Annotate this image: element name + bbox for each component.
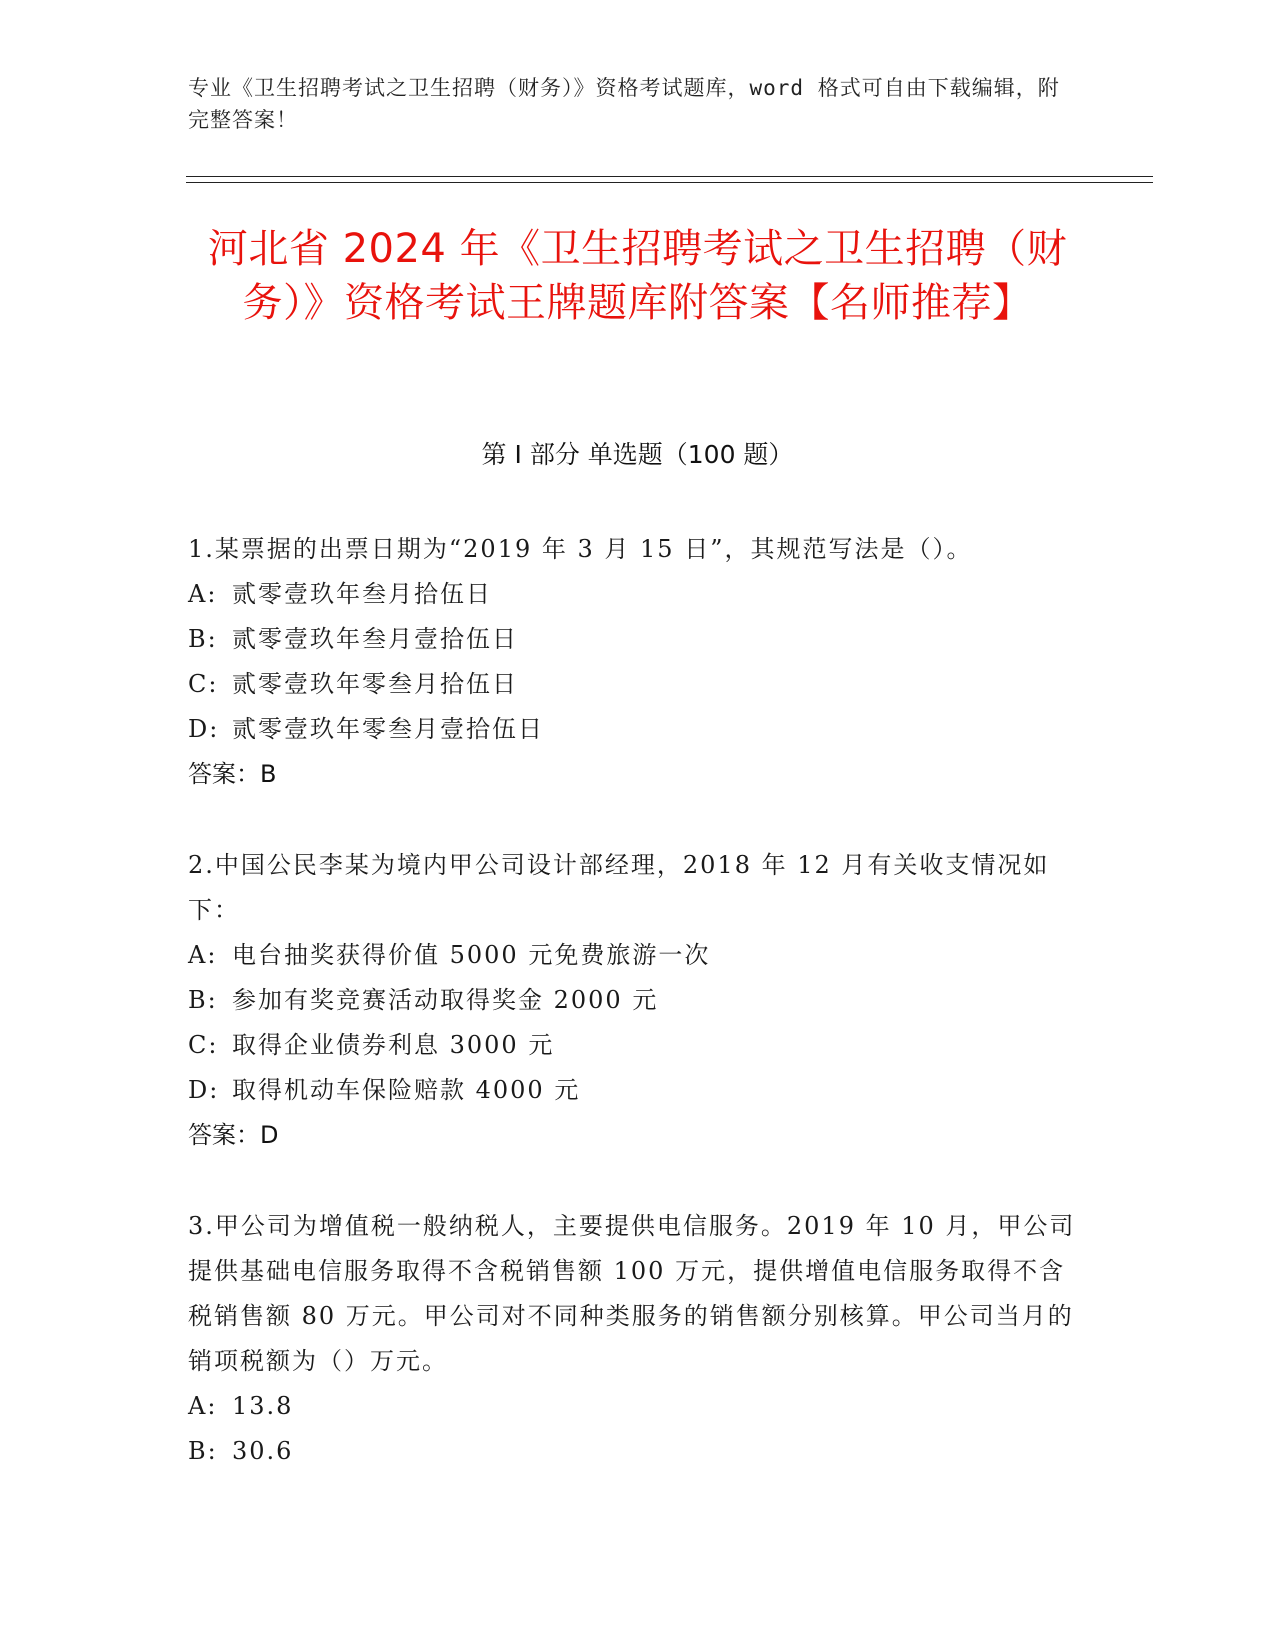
option-letter: C: <box>188 1031 219 1059</box>
header-divider <box>186 176 1153 183</box>
header-note: 专业《卫生招聘考试之卫生招聘（财务）》资格考试题库，word 格式可自由下载编辑，附完整答案！ <box>188 76 1060 132</box>
question-3 <box>188 1204 1078 1474</box>
option-a <box>188 933 1078 978</box>
option-text: 贰零壹玖年叁月壹拾伍日 <box>232 625 518 653</box>
question-stem: 2.中国公民李某为境内甲公司设计部经理，2018 年 12 月有关收支情况如下： <box>188 851 1050 924</box>
option-text: 贰零壹玖年零叁月拾伍日 <box>232 670 518 698</box>
option-letter: B: <box>188 625 218 653</box>
question-stem: 3.甲公司为增值税一般纳税人，主要提供电信服务。2019 年 10 月，甲公司提供基础电信服务取得不含税销售额 100 万元，提供增值电信服务取得不含税销售额 80 万元。甲公司对不同种类服务的销售额分别核算。甲公司当月的销项税额为（）万元。 <box>188 1212 1076 1375</box>
option-text: 贰零壹玖年叁月拾伍日 <box>232 580 492 608</box>
option-b <box>188 617 1078 662</box>
question-list <box>188 527 1078 1520</box>
option-letter: A: <box>188 580 218 608</box>
option-c <box>188 662 1078 707</box>
option-d <box>188 707 1078 752</box>
question-1 <box>188 527 1078 797</box>
option-a <box>188 1384 1078 1429</box>
option-b <box>188 978 1078 1023</box>
option-c <box>188 1023 1078 1068</box>
answer: 答案：D <box>188 1121 279 1149</box>
option-letter: B: <box>188 986 218 1014</box>
question-stem: 1.某票据的出票日期为“2019 年 3 月 15 日”，其规范写法是（）。 <box>188 535 973 563</box>
option-letter: D: <box>188 1076 220 1104</box>
option-text: 取得企业债券利息 3000 元 <box>232 1031 555 1059</box>
option-text: 取得机动车保险赔款 4000 元 <box>232 1076 581 1104</box>
option-text: 电台抽奖获得价值 5000 元免费旅游一次 <box>232 941 711 969</box>
option-letter: A: <box>188 941 218 969</box>
option-letter: A: <box>188 1392 218 1420</box>
option-letter: C: <box>188 670 219 698</box>
option-text: 30.6 <box>232 1437 294 1465</box>
option-d <box>188 1068 1078 1113</box>
option-text: 贰零壹玖年零叁月壹拾伍日 <box>232 715 544 743</box>
option-text: 13.8 <box>232 1392 294 1420</box>
option-b <box>188 1429 1078 1474</box>
option-a <box>188 572 1078 617</box>
question-2 <box>188 843 1078 1158</box>
section-title: 第 I 部分 单选题（100 题） <box>481 440 794 469</box>
option-letter: B: <box>188 1437 218 1465</box>
document-title: 河北省 2024 年《卫生招聘考试之卫生招聘（财务）》资格考试王牌题库附答案【名师推荐】 <box>207 226 1068 326</box>
option-text: 参加有奖竞赛活动取得奖金 2000 元 <box>232 986 659 1014</box>
option-letter: D: <box>188 715 220 743</box>
answer: 答案：B <box>188 760 277 788</box>
